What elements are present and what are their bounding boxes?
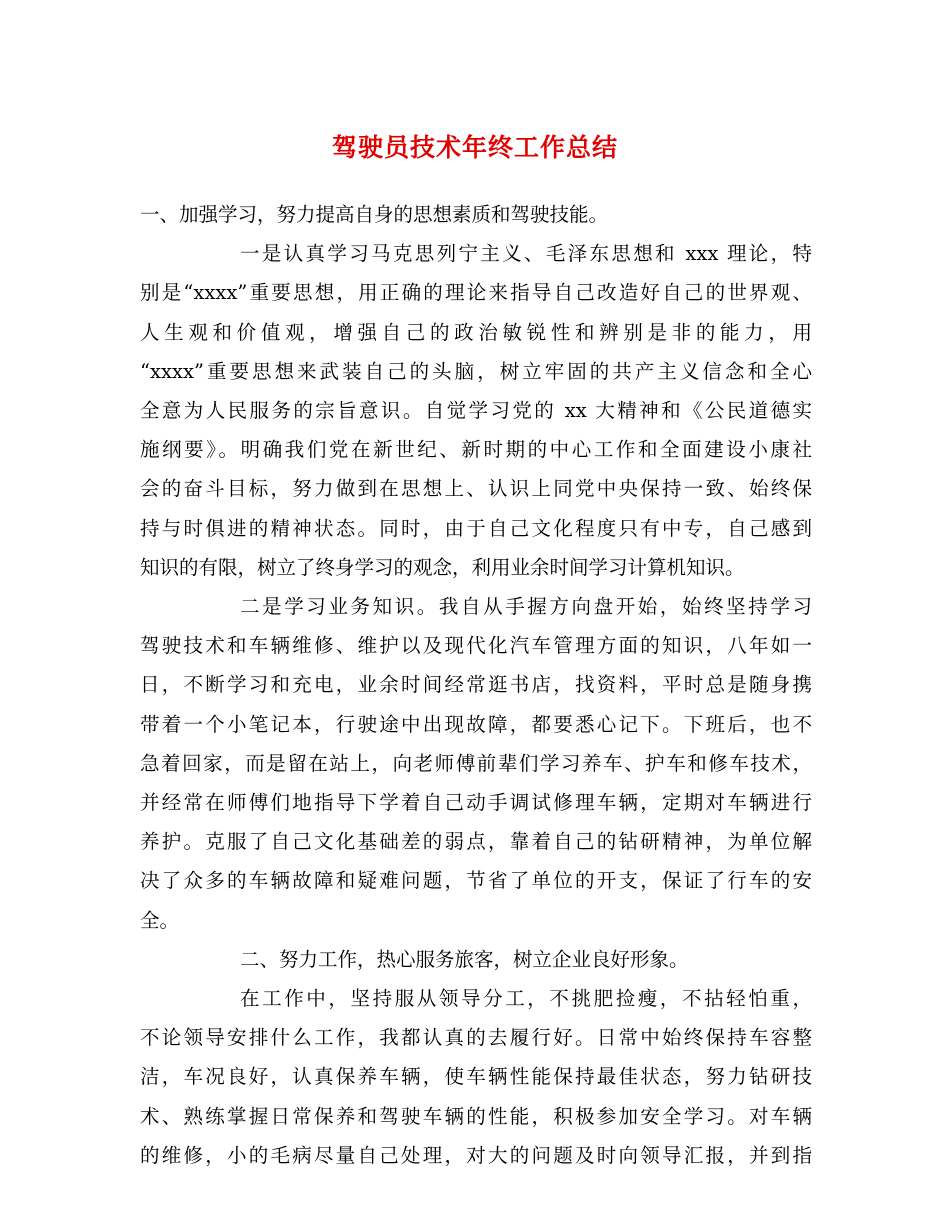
paragraph-line: 施纲要》。明确我们党在新世纪、新时期的中心工作和全面建设小康社 (140, 438, 812, 462)
paragraph-line: 持与时俱进的精神状态。同时，由于自己文化程度只有中专，自己感到 (140, 516, 812, 540)
document-title: 驾驶员技术年终工作总结 (331, 133, 618, 162)
paragraph-line: 决了众多的车辆故障和疑难问题，节省了单位的开支，保证了行车的安 (140, 869, 812, 893)
paragraph-line: 会的奋斗目标，努力做到在思想上、认识上同党中央保持一致、始终保 (140, 477, 812, 501)
paragraph-line: 术、熟练掌握日常保养和驾驶车辆的性能，积极参加安全学习。对车辆 (140, 1104, 812, 1128)
paragraph-line: 全意为人民服务的宗旨意识。自觉学习党的 xx 大精神和《公民道德实 (140, 399, 812, 422)
paragraph-line: 养护。克服了自己文化基础差的弱点，靠着自己的钻研精神，为单位解 (140, 830, 812, 854)
paragraph-line: 在工作中，坚持服从领导分工，不挑肥捡瘦，不拈轻怕重， (240, 987, 812, 1010)
paragraph-line: 全。 (140, 908, 180, 932)
paragraph-line: 驾驶技术和车辆维修、维护以及现代化汽车管理方面的知识，八年如一 (140, 634, 812, 658)
paragraph-line: 别是“xxxx”重要思想，用正确的理论来指导自己改造好自己的世界观、 (140, 281, 812, 305)
paragraph-line: “xxxx”重要思想来武装自己的头脑，树立牢固的共产主义信念和全心 (140, 359, 812, 383)
paragraph-line: 人生观和价值观，增强自己的政治敏锐性和辨别是非的能力，用 (140, 320, 812, 344)
paragraph-line: 的维修，小的毛病尽量自己处理，对大的问题及时向领导汇报，并到指 (140, 1143, 812, 1167)
paragraph-line: 带着一个小笔记本，行驶途中出现故障，都要悉心记下。下班后，也不 (140, 712, 812, 736)
heading-1: 一、加强学习，努力提高自身的思想素质和驾驶技能。 (140, 203, 609, 226)
paragraph-line: 并经常在师傅们地指导下学着自己动手调试修理车辆，定期对车辆进行 (140, 791, 812, 814)
paragraph-line: 二是学习业务知识。我自从手握方向盘开始，始终坚持学习 (240, 595, 812, 618)
heading-2: 二、努力工作，热心服务旅客，树立企业良好形象。 (240, 947, 689, 971)
paragraph-line: 洁，车况良好，认真保养车辆，使车辆性能保持最佳状态，努力钻研技 (140, 1065, 812, 1089)
paragraph-line: 一是认真学习马克思列宁主义、毛泽东思想和 xxx 理论，特 (240, 242, 812, 266)
paragraph-line: 知识的有限，树立了终身学习的观念，利用业余时间学习计算机知识。 (140, 555, 745, 579)
paragraph-line: 急着回家，而是留在站上，向老师傅前辈们学习养车、护车和修车技术， (140, 751, 812, 775)
paragraph-line: 日，不断学习和充电，业余时间经常逛书店，找资料，平时总是随身携 (140, 673, 812, 697)
paragraph-line: 不论领导安排什么工作，我都认真的去履行好。日常中始终保持车容整 (140, 1026, 812, 1050)
